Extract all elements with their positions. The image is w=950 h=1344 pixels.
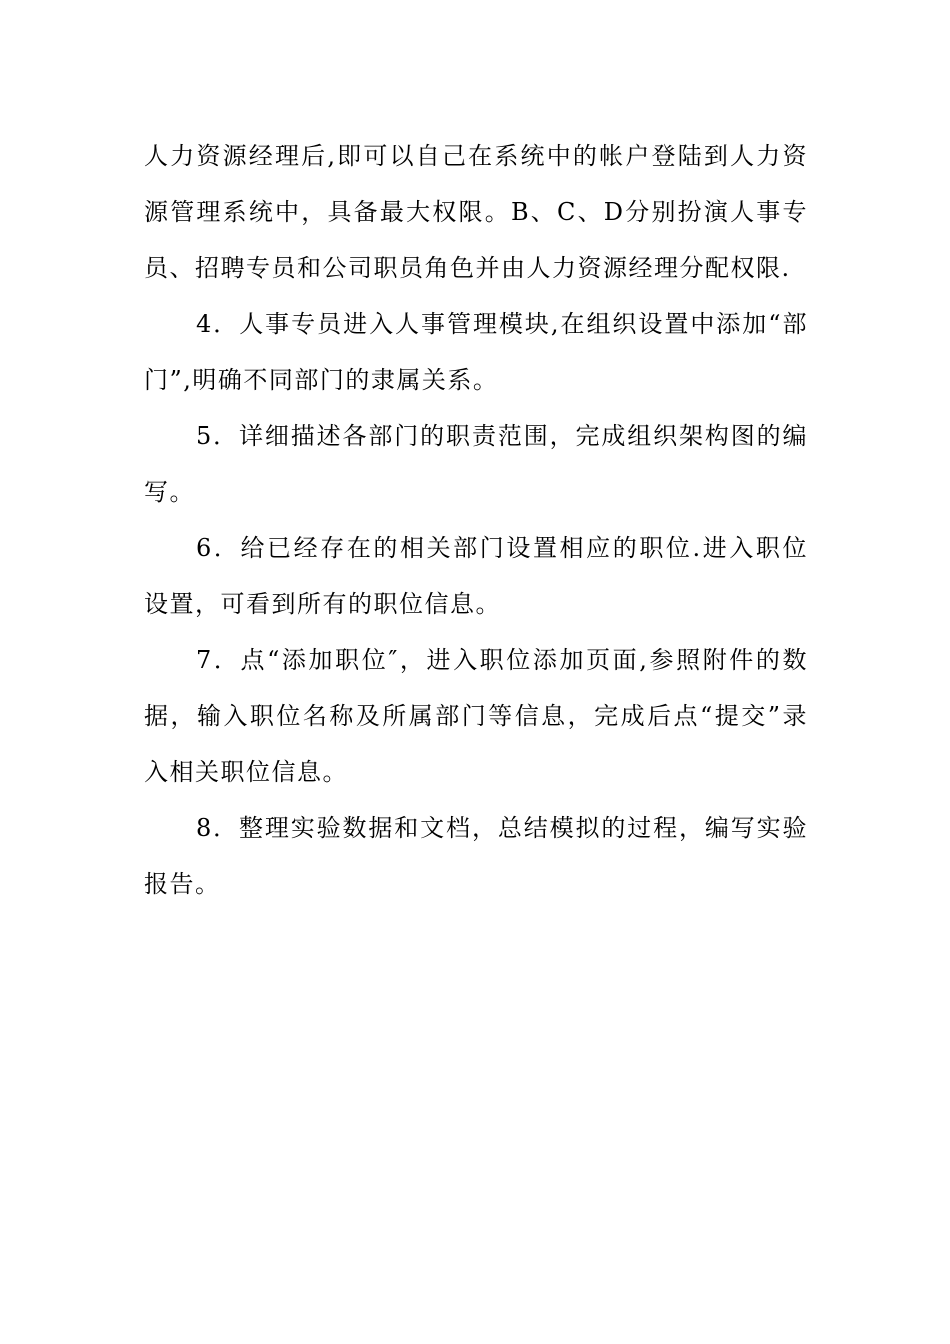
- document-body: [144, 128, 808, 912]
- paragraph-step-6: 6．给已经存在的相关部门设置相应的职位.进入职位设置，可看到所有的职位信息。: [144, 534, 808, 618]
- paragraph-step-5: 5．详细描述各部门的职责范围，完成组织架构图的编写。: [144, 422, 808, 506]
- paragraph-step-8: 8．整理实验数据和文档，总结模拟的过程，编写实验报告。: [144, 814, 808, 898]
- paragraph-step-4: 4．人事专员进入人事管理模块,在组织设置中添加“部门”,明确不同部门的隶属关系。: [144, 310, 808, 394]
- paragraph-continuation: 人力资源经理后,即可以自己在系统中的帐户登陆到人力资源管理系统中，具备最大权限。B、C、D分别扮演人事专员、招聘专员和公司职员角色并由人力资源经理分配权限.: [144, 142, 808, 282]
- paragraph-step-7: 7．点“添加职位″，进入职位添加页面,参照附件的数据，输入职位名称及所属部门等信息，完成后点“提交”录入相关职位信息。: [144, 646, 808, 786]
